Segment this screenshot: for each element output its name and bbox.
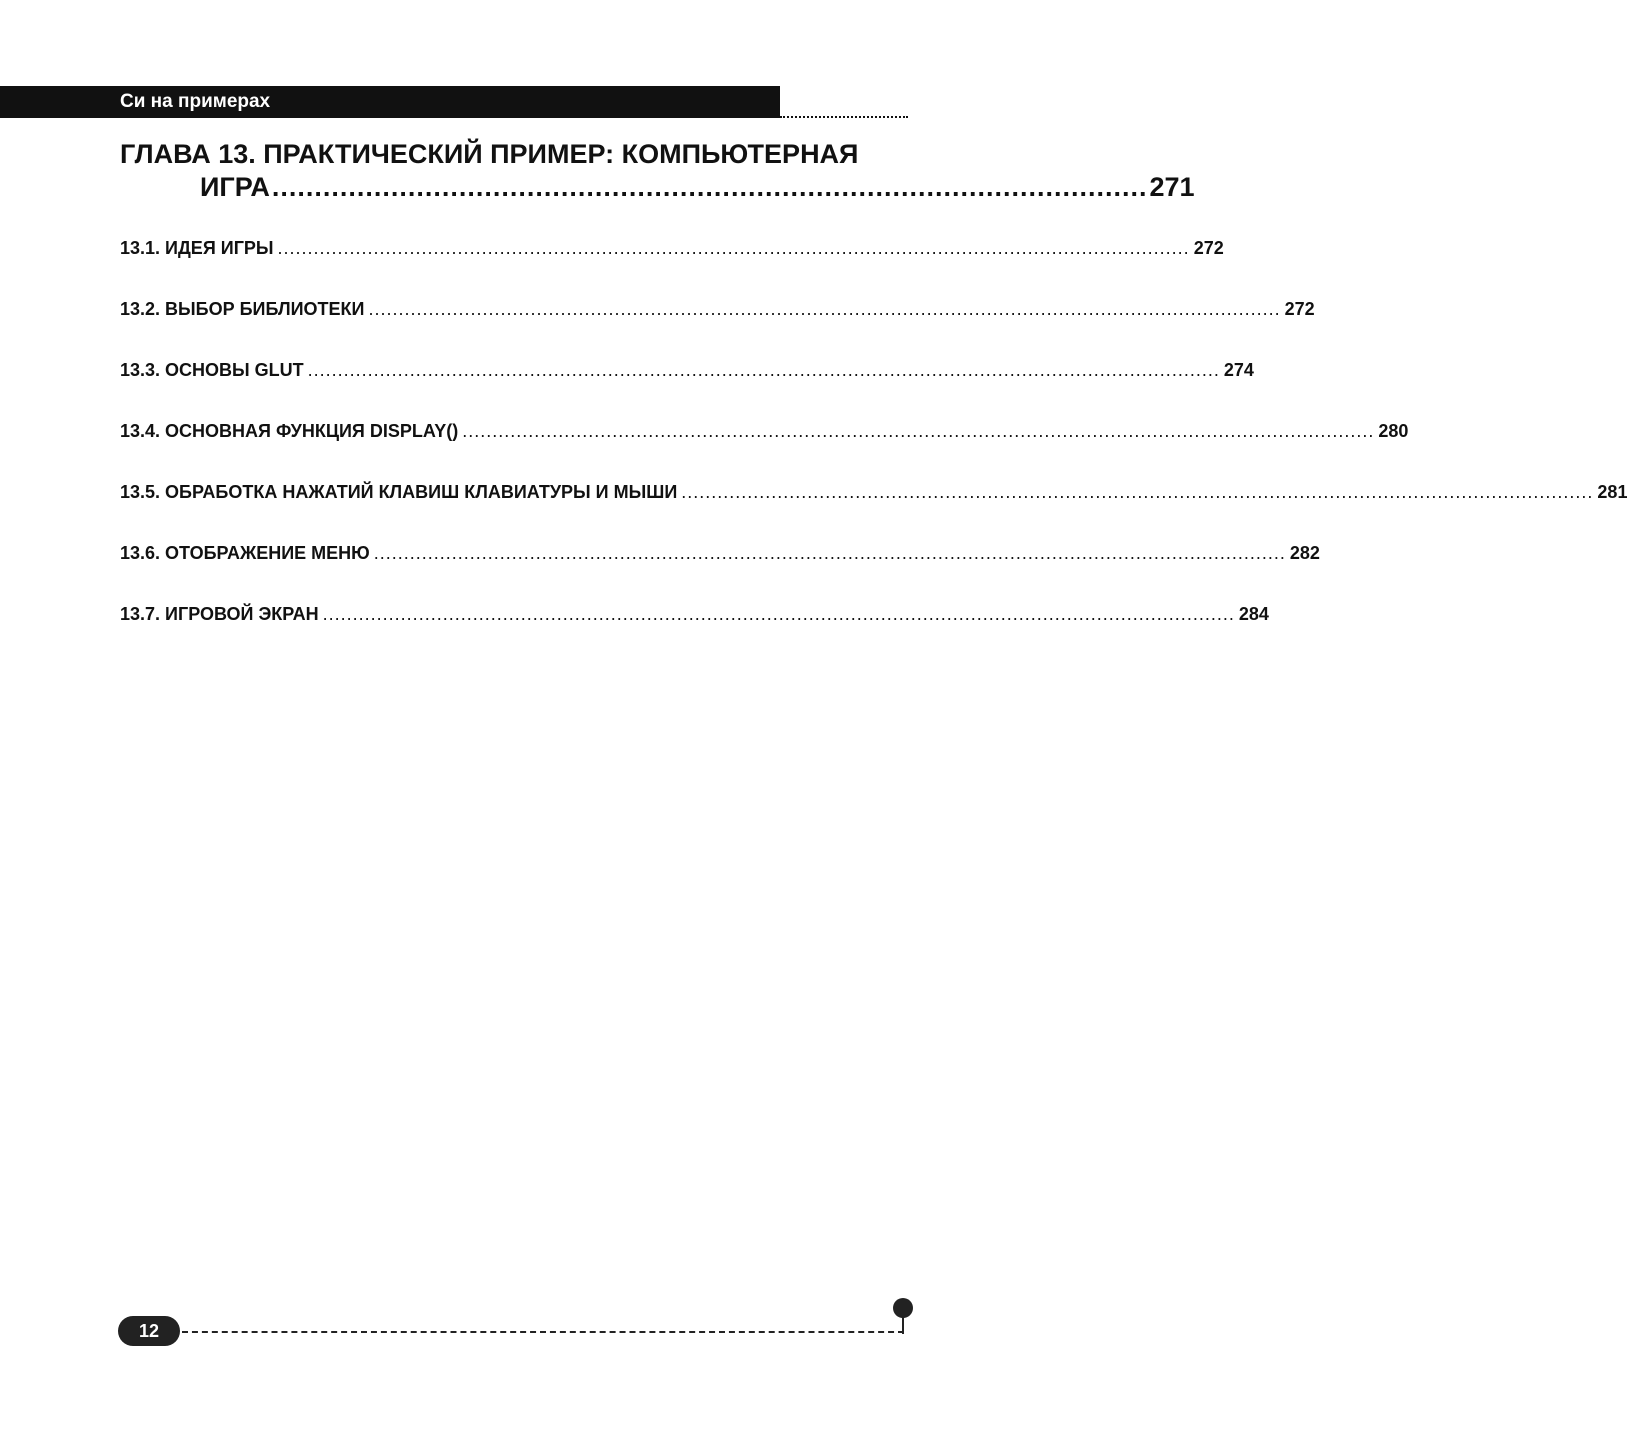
toc-entry-title: ОТОБРАЖЕНИЕ МЕНЮ xyxy=(165,543,370,563)
toc-entry-title: ОСНОВЫ GLUT xyxy=(165,360,304,380)
chapter-title-line1: ГЛАВА 13. ПРАКТИЧЕСКИЙ ПРИМЕР: КОМПЬЮТЕРНАЯ xyxy=(120,139,859,169)
chapter-title-line2: ИГРА xyxy=(200,172,270,202)
pin-icon xyxy=(890,1296,916,1336)
footer-dashed-rule xyxy=(182,1331,904,1333)
toc-entry-page: 272 xyxy=(1193,238,1224,258)
toc-entry-number: 13.6. xyxy=(120,543,161,563)
page-number-badge: 12 xyxy=(118,1316,180,1346)
dot-leader: ........................................................................................................................................................ xyxy=(681,482,1594,502)
toc-entry[interactable] xyxy=(120,541,1320,602)
toc-entry[interactable] xyxy=(120,358,1254,419)
dot-leader: ....................................................................................................... xyxy=(271,172,1148,202)
toc-entry-title: ОБРАБОТКА НАЖАТИЙ КЛАВИШ КЛАВИАТУРЫ И МЫШИ xyxy=(165,482,678,502)
toc-entry-number: 13.5. xyxy=(120,482,161,502)
running-header-bar xyxy=(0,86,780,118)
toc-entry[interactable] xyxy=(120,419,1409,480)
toc-entry[interactable] xyxy=(120,297,1315,358)
toc-entry[interactable] xyxy=(120,480,1627,541)
toc-list xyxy=(120,236,1627,663)
toc-entry-number: 13.7. xyxy=(120,604,161,624)
toc-entry[interactable] xyxy=(120,602,1269,663)
toc-entry-page: 282 xyxy=(1289,543,1320,563)
toc-entry-title: ИГРОВОЙ ЭКРАН xyxy=(165,604,319,624)
header-dotted-rule xyxy=(780,116,908,118)
toc-entry-title: ВЫБОР БИБЛИОТЕКИ xyxy=(165,299,365,319)
toc-entry-page: 284 xyxy=(1238,604,1269,624)
toc-entry-page: 274 xyxy=(1223,360,1254,380)
dot-leader: ........................................................................................................................................................ xyxy=(307,360,1220,380)
dot-leader: ........................................................................................................................................................ xyxy=(322,604,1235,624)
toc-entry-title: ОСНОВНАЯ ФУНКЦИЯ DISPLAY() xyxy=(165,421,459,441)
dot-leader: ........................................................................................................................................................ xyxy=(462,421,1375,441)
toc-entry-title: ИДЕЯ ИГРЫ xyxy=(165,238,274,258)
toc-entry-page: 280 xyxy=(1378,421,1409,441)
running-header-title: Си на примерах xyxy=(120,91,271,112)
toc-entry-number: 13.4. xyxy=(120,421,161,441)
toc-entry-number: 13.1. xyxy=(120,238,161,258)
chapter-page-number: 271 xyxy=(1149,172,1195,202)
dot-leader: ........................................................................................................................................................ xyxy=(373,543,1286,563)
chapter-heading[interactable] xyxy=(120,138,1195,204)
toc-entry-number: 13.2. xyxy=(120,299,161,319)
toc-entry[interactable] xyxy=(120,236,1224,297)
dot-leader: ........................................................................................................................................................ xyxy=(277,238,1190,258)
toc-entry-page: 281 xyxy=(1597,482,1627,502)
dot-leader: ........................................................................................................................................................ xyxy=(368,299,1281,319)
toc-entry-page: 272 xyxy=(1284,299,1315,319)
toc-entry-number: 13.3. xyxy=(120,360,161,380)
